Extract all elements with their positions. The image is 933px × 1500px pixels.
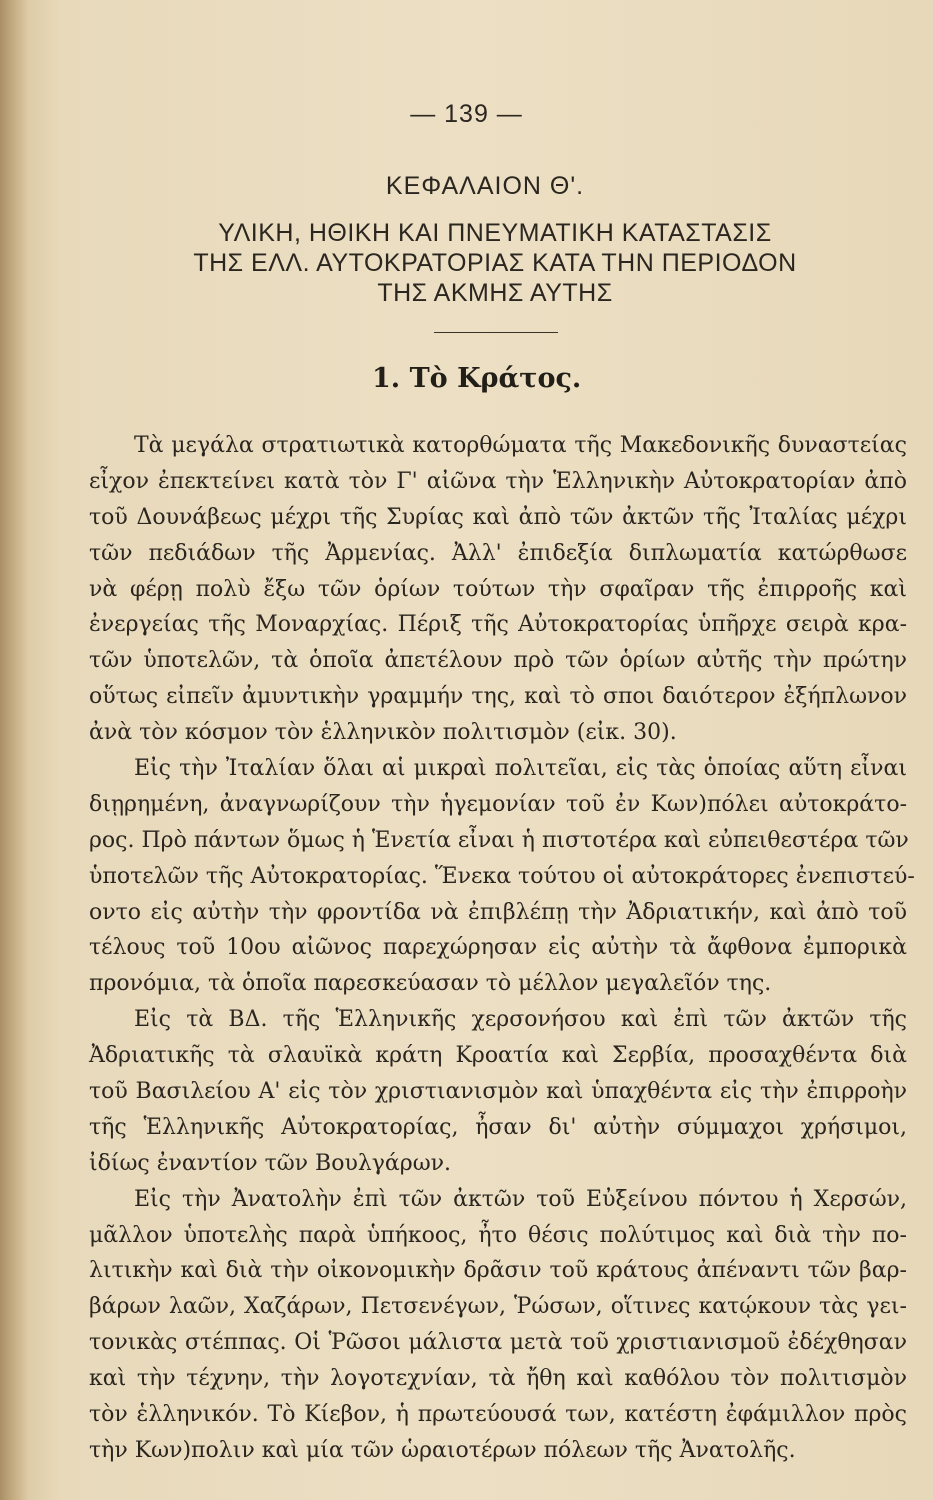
text-line: ἀνὰ τὸν κόσμον τὸν ἑλληνικὸν πολιτισμὸν (εἰκ. 30). <box>89 720 677 746</box>
text-line: Εἰς τὰ ΒΔ. τῆς Ἑλληνικῆς χερσονήσου καὶ ἐπὶ τῶν ἀκτῶν τῆς <box>134 1007 907 1033</box>
text-line: Ἀδριατικῆς τὰ σλαυϊκὰ κράτη Κροατία καὶ Σερβία, προσαχθέντα διὰ <box>89 1043 907 1069</box>
text-line: τοῦ Δουνάβεως μέχρι τῆς Συρίας καὶ ἀπὸ τῶν ἀκτῶν τῆς Ἰταλίας μέχρι <box>89 504 907 530</box>
chapter-title-line: ΥΛΙΚΗ, ΗΘΙΚΗ ΚΑΙ ΠΝΕΥΜΑΤΙΚΗ ΚΑΤΑΣΤΑΣΙΣ <box>218 219 772 247</box>
text-line: καὶ τὴν τέχνην, τὴν λογοτεχνίαν, τὰ ἤθη καὶ καθόλου τὸν πολιτισμὸν <box>89 1366 907 1392</box>
text-line: τῶν ὑποτελῶν, τὰ ὁποῖα ἀπετέλουν πρὸ τῶν ὁρίων αὐτῆς τὴν πρώτην <box>89 648 907 674</box>
body-text <box>89 428 915 1469</box>
text-line: προνόμια, τὰ ὁποῖα παρεσκεύασαν τὸ μέλλον μεγαλεῖόν της. <box>89 971 772 997</box>
text-line: ὑποτελῶν τῆς Αὐτοκρατορίας. Ἕνεκα τούτου οἱ αὐτοκράτορες ἐνεπιστεύ- <box>89 863 915 889</box>
text-line: εἶχον ἐπεκτείνει κατὰ τὸν Γ' αἰῶνα τὴν Ἑλληνικὴν Αὐτοκρατορίαν ἀπὸ <box>89 468 907 494</box>
title-divider <box>434 332 558 333</box>
chapter-title-line: ΤΗΣ ΕΛΛ. ΑΥΤΟΚΡΑΤΟΡΙΑΣ ΚΑΤΑ ΤΗΝ ΠΕΡΙΟΔΟΝ <box>193 249 797 277</box>
text-line: μᾶλλον ὑποτελὴς παρὰ ὑπήκοος, ἦτο θέσις πολύτιμος καὶ διὰ τὴν πο- <box>89 1222 907 1248</box>
text-line: βάρων λαῶν, Χαζάρων, Πετσενέγων, Ῥώσων, οἵτινες κατῴκουν τὰς γει- <box>89 1294 907 1320</box>
page-number: — 139 — <box>410 100 523 128</box>
text-line: τέλους τοῦ 10ου αἰῶνος παρεχώρησαν εἰς αὐτὴν τὰ ἄφθονα ἐμπορικὰ <box>89 935 907 961</box>
text-line: τοῦ Βασιλείου Α' εἰς τὸν χριστιανισμὸν καὶ ὑπαχθέντα εἰς τὴν ἐπιρροὴν <box>89 1079 907 1105</box>
text-line: οντο εἰς αὐτὴν τὴν φροντίδα νὰ ἐπιβλέπῃ τὴν Ἀδριατικήν, καὶ ἀπὸ τοῦ <box>89 899 907 925</box>
text-line: οὕτως εἰπεῖν ἀμυντικὴν γραμμήν της, καὶ τὸ σποι δαιότερον ἐξήπλωνον <box>89 684 907 710</box>
text-line: τὸν ἑλληνικόν. Τὸ Κίεβον, ἡ πρωτεύουσά των, κατέστη ἐφάμιλλον πρὸς <box>89 1402 907 1428</box>
text-line: Εἰς τὴν Ἀνατολὴν ἐπὶ τῶν ἀκτῶν τοῦ Εὐξείνου πόντου ἡ Χερσών, <box>134 1186 907 1212</box>
chapter-title-line: ΤΗΣ ΑΚΜΗΣ ΑΥΤΗΣ <box>377 279 613 307</box>
text-line: λιτικὴν καὶ διὰ τὴν οἰκονομικὴν δρᾶσιν τοῦ κράτους ἀπέναντι τῶν βαρ- <box>89 1258 907 1284</box>
text-line: διῃρημένη, ἀναγνωρίζουν τὴν ἡγεμονίαν τοῦ ἐν Κων)πόλει αὐτοκράτο- <box>89 791 907 817</box>
text-line: Τὰ μεγάλα στρατιωτικὰ κατορθώματα τῆς Μακεδονικῆς δυναστείας <box>134 433 907 458</box>
text-line: Εἰς τὴν Ἰταλίαν ὅλαι αἱ μικραὶ πολιτεῖαι, εἰς τὰς ὁποίας αὕτη εἶναι <box>134 756 907 782</box>
text-line: τῆς Ἑλληνικῆς Αὐτοκρατορίας, ἦσαν δι' αὐτὴν σύμμαχοι χρήσιμοι, <box>89 1114 907 1140</box>
chapter-title <box>0 218 933 308</box>
chapter-heading: ΚΕΦΑΛΑΙΟΝ Θ'. <box>385 172 585 200</box>
text-line: ρος. Πρὸ πάντων ὅμως ἡ Ἑνετία εἶναι ἡ πιστοτέρα καὶ εὐπειθεστέρα τῶν <box>89 827 909 853</box>
text-line: τὴν Κων)πολιν καὶ μία τῶν ὡραιοτέρων πόλεων τῆς Ἀνατολῆς. <box>89 1437 796 1463</box>
text-line: νὰ φέρῃ πολὺ ἔξω τῶν ὁρίων τούτων τὴν σφαῖραν τῆς ἐπιρροῆς καὶ <box>89 576 907 602</box>
section-heading: 1. Τὸ Κράτος. <box>372 363 582 394</box>
text-line: ἐνεργείας τῆς Μοναρχίας. Πέριξ τῆς Αὐτοκρατορίας ὑπῆρχε σειρὰ κρα- <box>89 612 907 638</box>
text-line: τῶν πεδιάδων τῆς Ἀρμενίας. Ἀλλ' ἐπιδεξία διπλωματία κατώρθωσε <box>89 540 907 566</box>
text-line: τονικὰς στέππας. Οἱ Ῥῶσοι μάλιστα μετὰ τοῦ χριστιανισμοῦ ἐδέχθησαν <box>89 1330 907 1356</box>
text-line: ἰδίως ἐναντίον τῶν Βουλγάρων. <box>89 1150 452 1176</box>
